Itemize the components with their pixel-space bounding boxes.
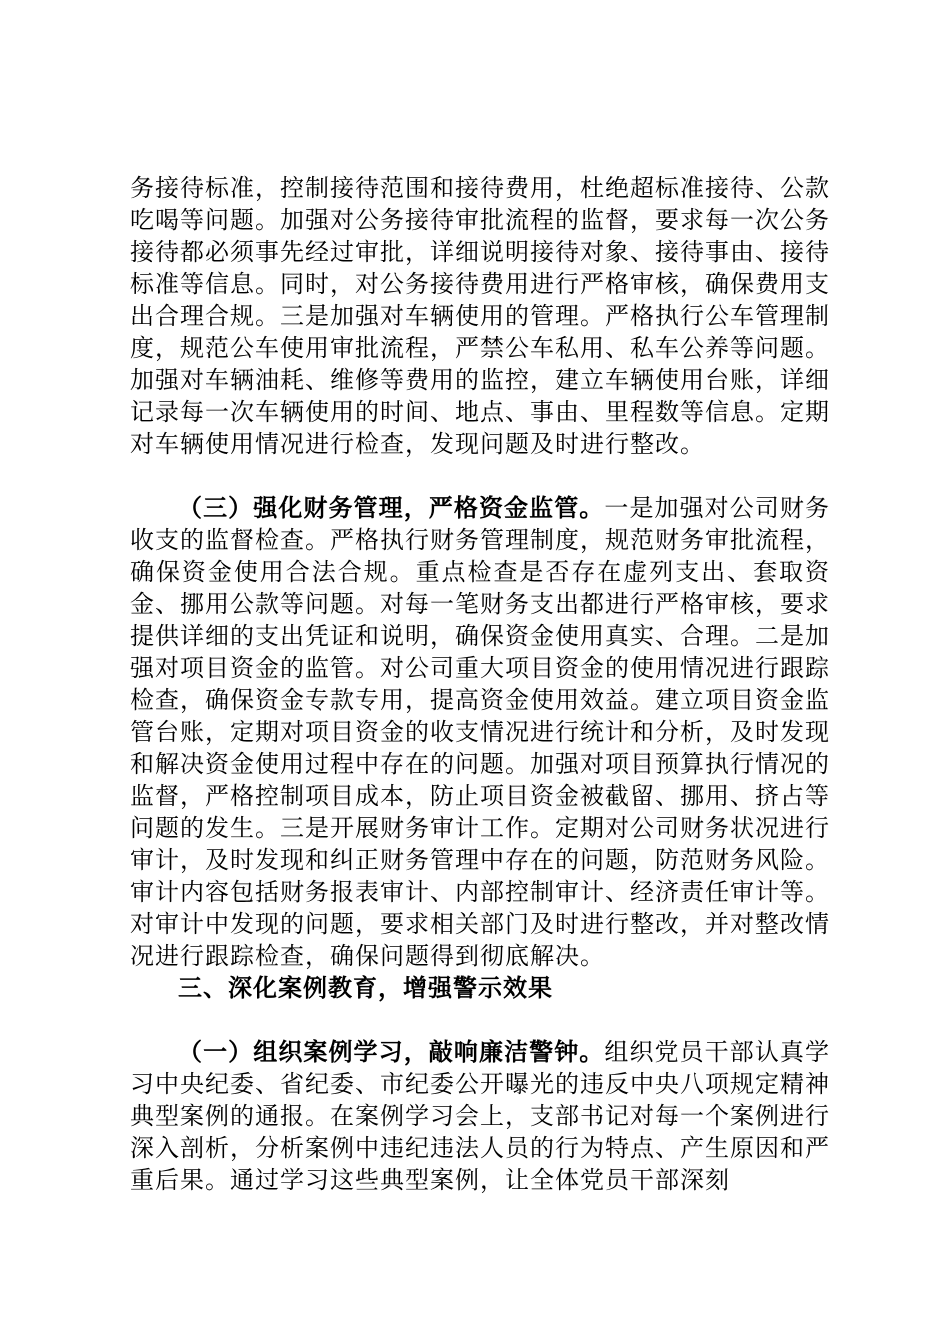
section-body-case-study: 组织党员干部认真学习中央纪委、省纪委、市纪委公开曝光的违反中央八项规定精神典型案例的通报。在案例学习会上，支部书记对每一个案例进行深入剖析，分析案例中违纪违法人员的行为特点、产生原因和严重后果。通过学习这些典型案例，让全体党员干部深刻 xyxy=(130,1038,830,1194)
section-lead-case-study: （一）组织案例学习，敲响廉洁警钟。 xyxy=(178,1037,605,1066)
section-heading-case-education: 三、深化案例教育，增强警示效果 xyxy=(178,973,553,1002)
paragraph-case-study xyxy=(130,1036,830,1196)
section-body-finance: 一是加强对公司财务收支的监督检查。严格执行财务管理制度，规范财务审批流程，确保资金使用合法合规。重点检查是否存在虚列支出、套取资金、挪用公款等问题。对每一笔财务支出都进行严格审核，要求提供详细的支出凭证和说明，确保资金使用真实、合理。二是加强对项目资金的监管。对公司重大项目资金的使用情况进行跟踪检查，确保资金专款专用，提高资金使用效益。建立项目资金监管台账，定期对项目资金的收支情况进行统计和分析，及时发现和解决资金使用过程中存在的问题。加强对项目预算执行情况的监督，严格控制项目成本，防止项目资金被截留、挪用、挤占等问题的发生。三是开展财务审计工作。定期对公司财务状况进行审计，及时发现和纠正财务管理中存在的问题，防范财务风险。审计内容包括财务报表审计、内部控制审计、经济责任审计等。对审计中发现的问题，要求相关部门及时进行整改，并对整改情况进行跟踪检查，确保问题得到彻底解决。 xyxy=(130,494,830,970)
paragraph-finance-supervision xyxy=(130,492,830,972)
section-lead-finance: （三）强化财务管理，严格资金监管。 xyxy=(178,493,605,522)
paragraph-vehicle-reception: 务接待标准，控制接待范围和接待费用，杜绝超标准接待、公款吃喝等问题。加强对公务接待审批流程的监督，要求每一次公务接待都必须事先经过审批，详细说明接待对象、接待事由、接待标准等信息。同时，对公务接待费用进行严格审核，确保费用支出合理合规。三是加强对车辆使用的管理。严格执行公车管理制度，规范公车使用审批流程，严禁公车私用、私车公养等问题。加强对车辆油耗、维修等费用的监控，建立车辆使用台账，详细记录每一次车辆使用的时间、地点、事由、里程数等信息。定期对车辆使用情况进行检查，发现问题及时进行整改。 xyxy=(130,174,830,458)
document-page xyxy=(130,172,830,1196)
